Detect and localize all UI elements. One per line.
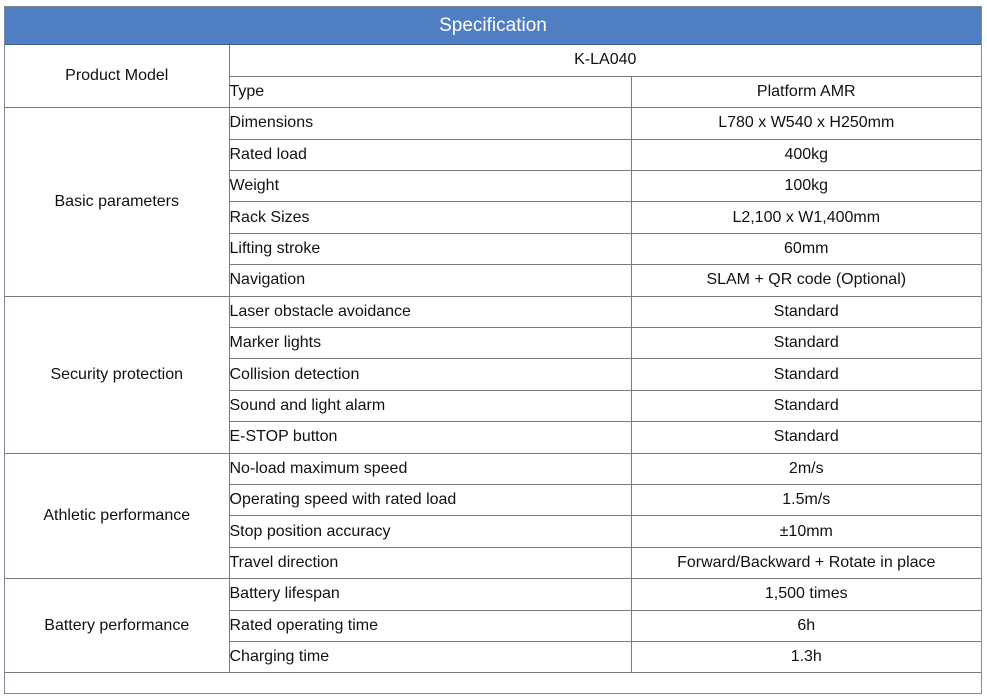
spec-table [5, 45, 981, 673]
param-cell: E-STOP button [229, 422, 631, 453]
table-row [5, 108, 981, 139]
model-value: K-LA040 [229, 45, 981, 76]
param-cell: Operating speed with rated load [229, 484, 631, 515]
value-cell: 6h [631, 610, 981, 641]
value-cell: 2m/s [631, 453, 981, 484]
param-cell: Charging time [229, 641, 631, 672]
spec-title: Specification [5, 7, 981, 45]
param-cell: Travel direction [229, 547, 631, 578]
spec-frame [4, 6, 982, 694]
param-cell: Rated operating time [229, 610, 631, 641]
param-cell: Dimensions [229, 108, 631, 139]
param-cell: Lifting stroke [229, 233, 631, 264]
value-cell: Standard [631, 296, 981, 327]
category-cell: Security protection [5, 296, 229, 453]
param-cell: Navigation [229, 265, 631, 296]
value-cell: Standard [631, 328, 981, 359]
value-cell: 400kg [631, 139, 981, 170]
param-cell: Sound and light alarm [229, 390, 631, 421]
value-cell: Standard [631, 422, 981, 453]
value-cell: Standard [631, 390, 981, 421]
value-cell: 1,500 times [631, 579, 981, 610]
spec-table-body [5, 45, 981, 673]
category-cell: Basic parameters [5, 108, 229, 296]
value-type: Platform AMR [631, 76, 981, 107]
value-cell: 100kg [631, 171, 981, 202]
param-cell: Battery lifespan [229, 579, 631, 610]
category-cell: Athletic performance [5, 453, 229, 579]
param-cell: Rated load [229, 139, 631, 170]
value-cell: ±10mm [631, 516, 981, 547]
param-cell: Marker lights [229, 328, 631, 359]
param-type: Type [229, 76, 631, 107]
table-row [5, 45, 981, 76]
param-cell: Laser obstacle avoidance [229, 296, 631, 327]
value-cell: L2,100 x W1,400mm [631, 202, 981, 233]
value-cell: L780 x W540 x H250mm [631, 108, 981, 139]
value-cell: 60mm [631, 233, 981, 264]
table-row [5, 296, 981, 327]
value-cell: Standard [631, 359, 981, 390]
table-row [5, 453, 981, 484]
value-cell: 1.5m/s [631, 484, 981, 515]
param-cell: Collision detection [229, 359, 631, 390]
param-cell: Weight [229, 171, 631, 202]
param-cell: No-load maximum speed [229, 453, 631, 484]
category-product-model: Product Model [5, 45, 229, 108]
param-cell: Stop position accuracy [229, 516, 631, 547]
value-cell: 1.3h [631, 641, 981, 672]
category-cell: Battery performance [5, 579, 229, 673]
value-cell: Forward/Backward + Rotate in place [631, 547, 981, 578]
table-row [5, 579, 981, 610]
value-cell: SLAM + QR code (Optional) [631, 265, 981, 296]
param-cell: Rack Sizes [229, 202, 631, 233]
